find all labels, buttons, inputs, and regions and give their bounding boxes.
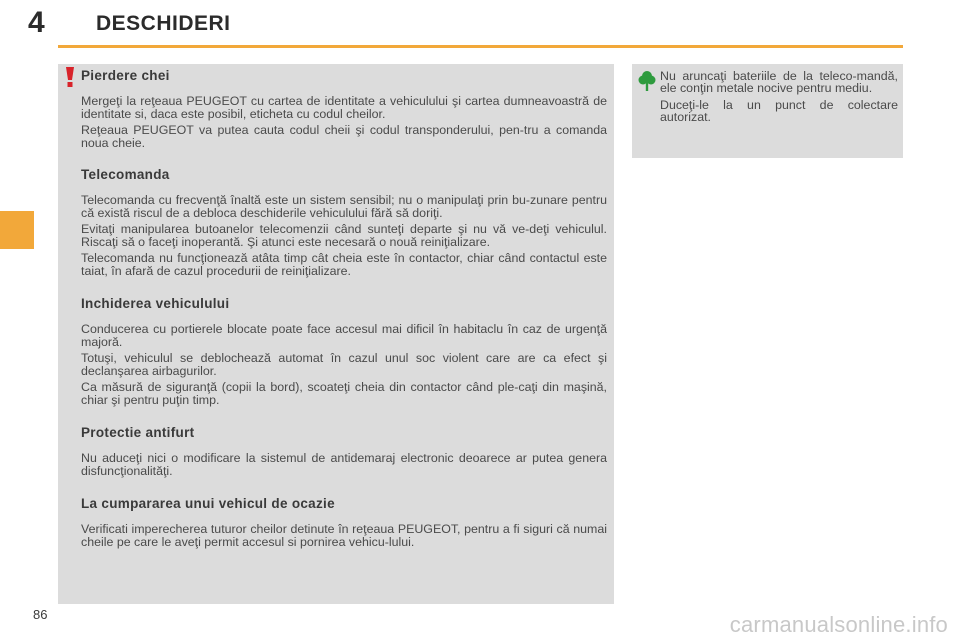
paragraph: Mergeţi la reţeaua PEUGEOT cu cartea de identitate a vehiculului şi cartea dumneavoastră de identitate si, daca este posibil, eticheta cu codul cheilor. — [81, 94, 607, 121]
paragraph: Reţeaua PEUGEOT va putea cauta codul cheii şi codul transponderului, pen-tru a comanda noua cheie. — [81, 123, 607, 150]
section-heading: Telecomanda — [81, 167, 170, 182]
paragraph: Nu aruncaţi bateriile de la teleco-mandă, ele conţin metale nocive pentru mediu. — [660, 69, 898, 95]
eco-note-text — [660, 70, 898, 128]
paragraph: Totuşi, vehiculul se deblochează automat în cazul unul soc violent care are ca efect şi declanşarea airbagurilor. — [81, 351, 607, 378]
section-vehicle-locking — [81, 296, 607, 407]
warning-exclamation-icon — [64, 66, 76, 88]
main-content — [81, 64, 607, 549]
paragraph: Nu aduceţi nici o modificare la sistemul de antidemaraj electronic deoarece ar putea genera disfuncţionalităţi. — [81, 451, 607, 478]
paragraph: Telecomanda nu funcţionează atâta timp cât cheia este în contactor, chiar când contactul este taiat, în afară de cazul procedurii de reiniţializare. — [81, 251, 607, 278]
section-heading: Inchiderea vehiculului — [81, 296, 230, 311]
paragraph: Evitaţi manipularea butoanelor telecomenzii când sunteţi departe şi nu vă ve-deţi vehiculul. Riscaţi să o faceţi inoperantă. Şi atunci este necesară o nouă reiniţializare. — [81, 222, 607, 249]
paragraph: Ca măsură de siguranţă (copii la bord), scoateţi cheia din contactor când ple-caţi din maşină, chiar şi pentru puţin timp. — [81, 380, 607, 407]
section-heading: Pierdere chei — [81, 68, 170, 83]
chapter-title: DESCHIDERI — [96, 12, 231, 35]
page-number: 86 — [33, 607, 48, 622]
paragraph: Verificati imperecherea tuturor cheilor detinute în reţeaua PEUGEOT, pentru a fi siguri că numai cheile pe care le aveţi permit accesul si pornirea vehicu-lului. — [81, 522, 607, 549]
chapter-number: 4 — [28, 6, 45, 39]
chapter-side-tab[interactable] — [0, 211, 34, 249]
section-heading: La cumpararea unui vehicul de ocazie — [81, 496, 335, 511]
paragraph: Duceţi-le la un punct de colectare autorizat. — [660, 98, 898, 124]
section-lost-keys — [81, 68, 607, 150]
watermark[interactable]: carmanualsonline.info — [729, 612, 948, 637]
section-heading: Protectie antifurt — [81, 425, 195, 440]
paragraph: Conducerea cu portierele blocate poate face accesul mai dificil în habitaclu în caz de urgenţă majoră. — [81, 322, 607, 349]
section-anti-theft — [81, 425, 607, 478]
paragraph: Telecomanda cu frecvenţă înaltă este un sistem sensibil; nu o manipulaţi prin bu-zunare pentru că există riscul de a debloca deschiderile vehiculului fără să doriţi. — [81, 193, 607, 220]
section-remote-control — [81, 167, 607, 278]
tree-icon — [638, 70, 656, 92]
header-rule — [58, 45, 903, 48]
section-used-vehicle — [81, 496, 607, 549]
